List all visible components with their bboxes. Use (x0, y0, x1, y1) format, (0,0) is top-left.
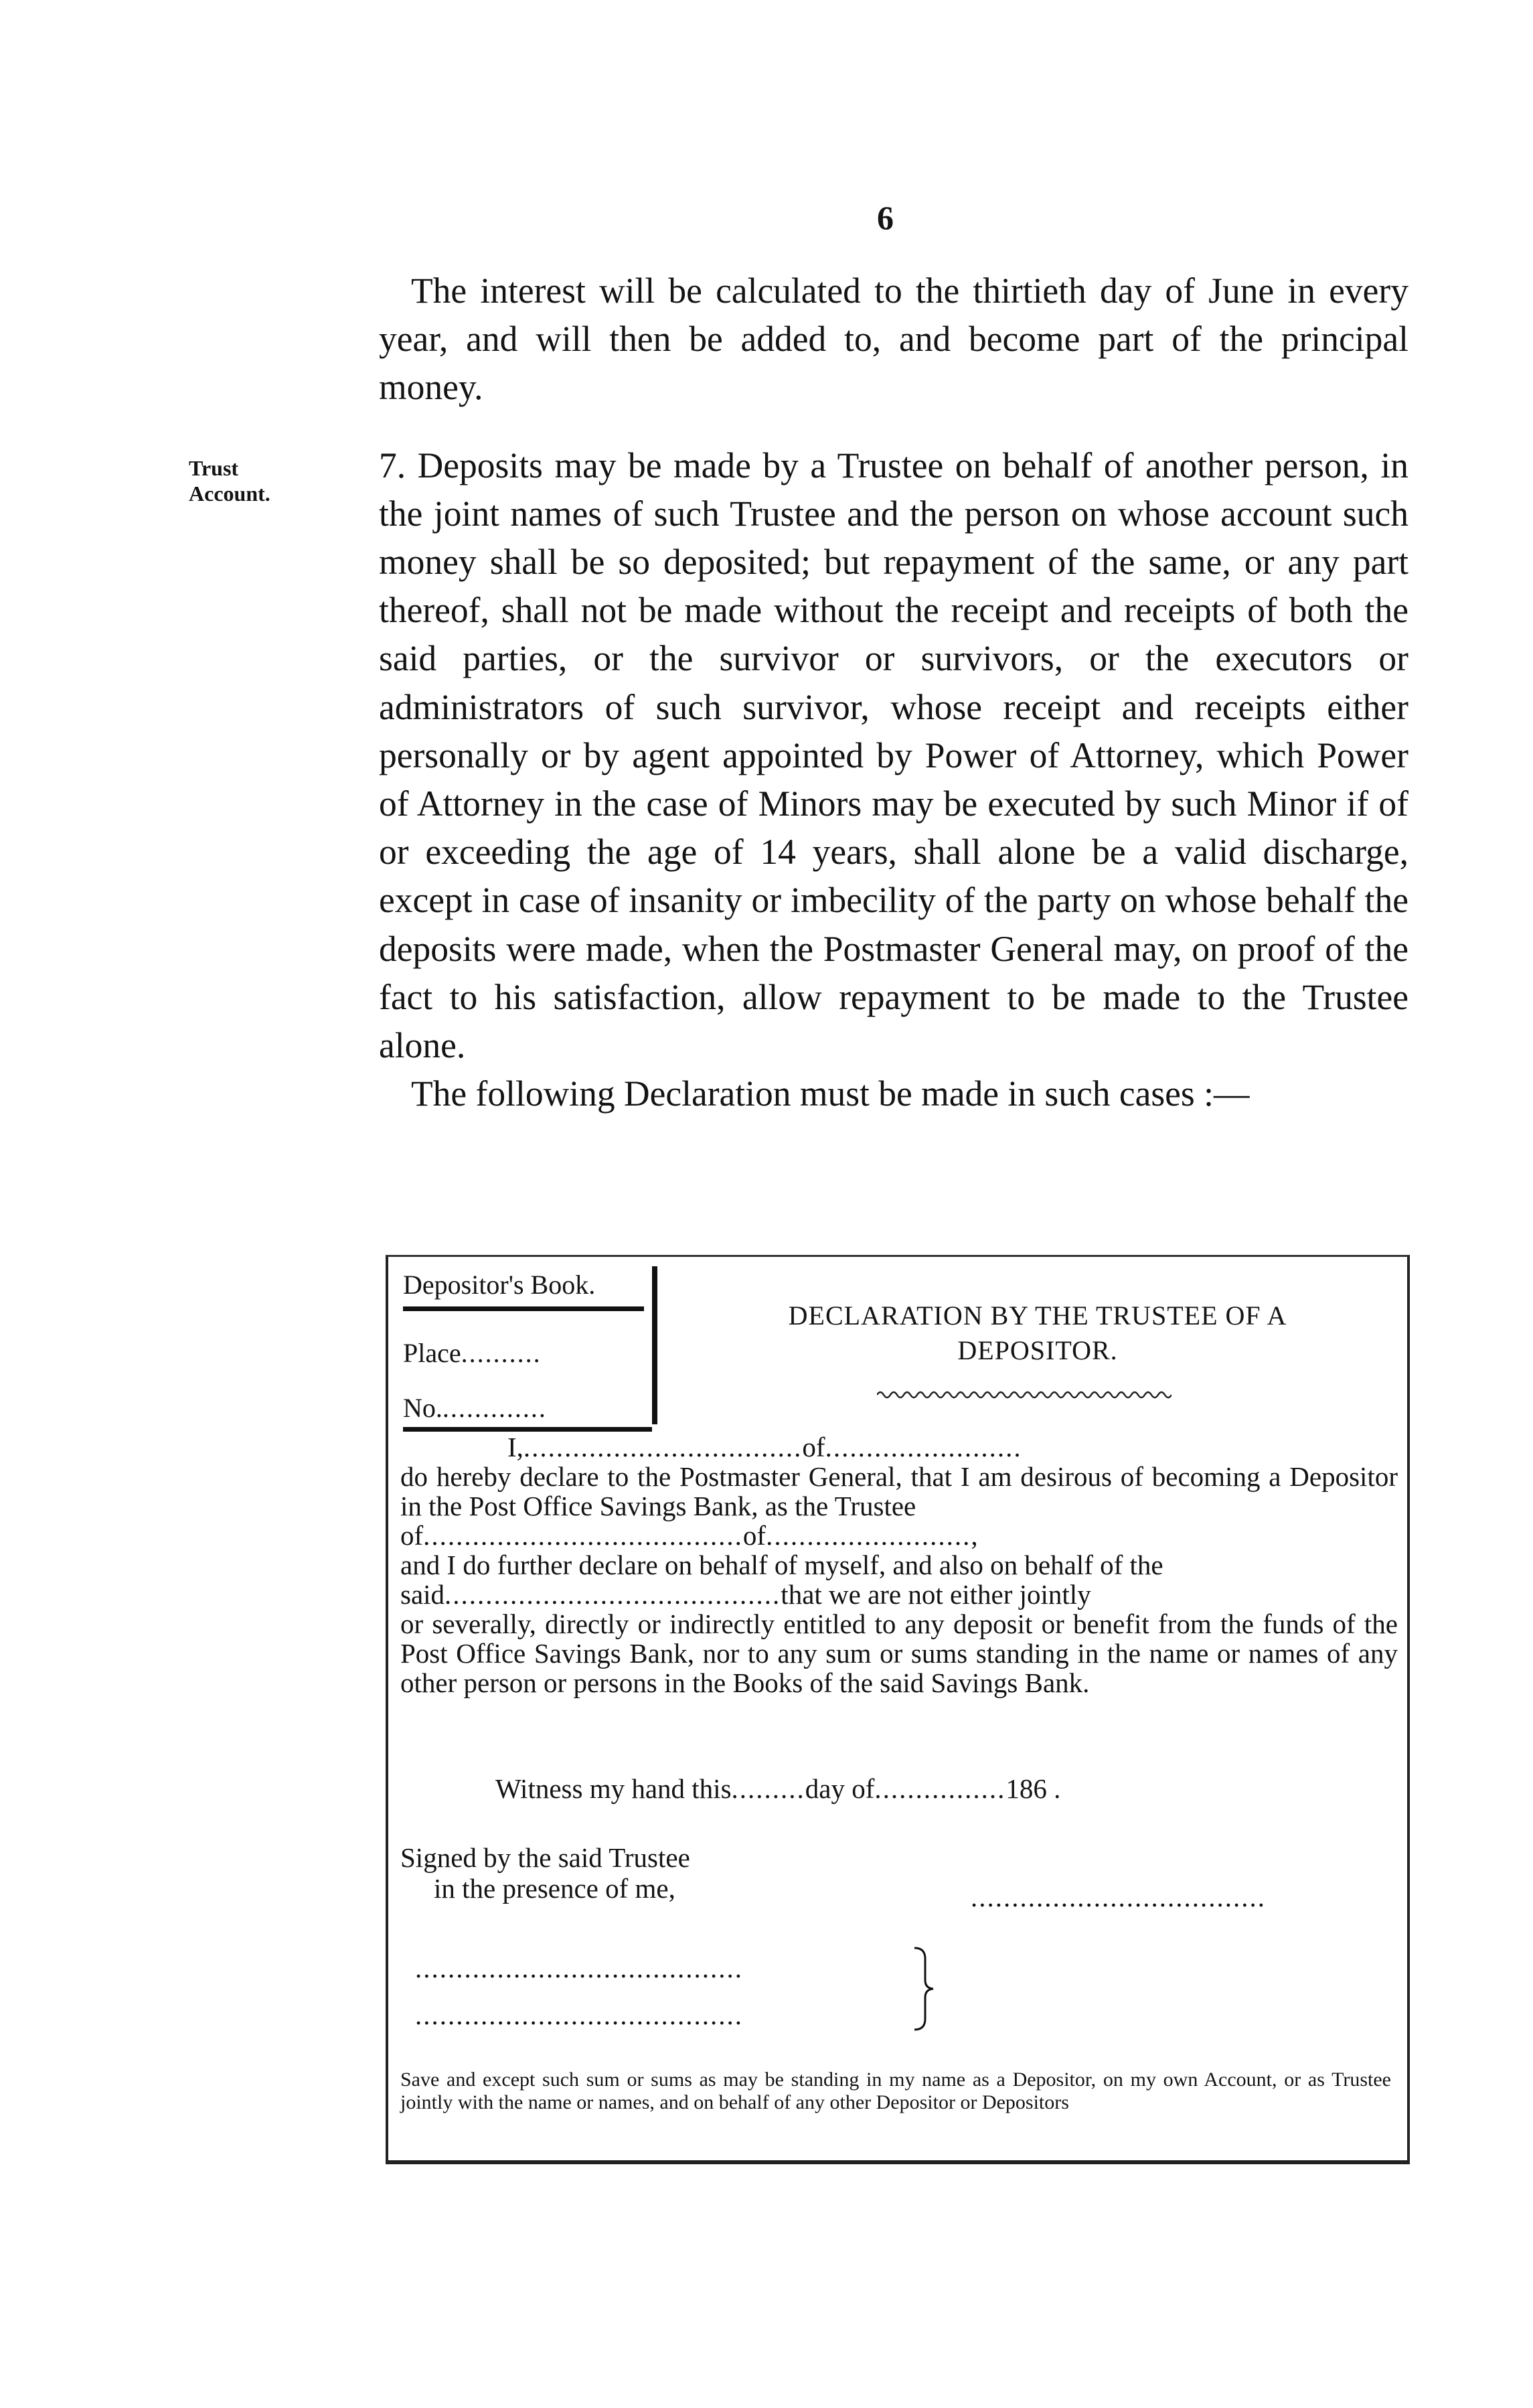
heading-line-2: DEPOSITOR. (957, 1335, 1118, 1365)
page-number: 6 (877, 199, 894, 236)
declaration-form (386, 1255, 1410, 2164)
margin-note: Trust Account. (189, 456, 270, 506)
place-field: Place.......... (403, 1338, 542, 1368)
trustee-of-line: of.......................................of........................., (400, 1520, 978, 1551)
witness-signature-line-1: ........................................ (415, 1953, 743, 1983)
witness-signature-line-2: ........................................ (415, 2000, 743, 2030)
brace-icon (910, 1945, 937, 2032)
declaration-text-2: and I do further declare on behalf of myself, and also on behalf of the (400, 1550, 1163, 1580)
witness-line: Witness my hand this.........day of................186 . (495, 1773, 1061, 1804)
signed-line-1: Signed by the said Trustee (400, 1842, 690, 1873)
place-label: Place (403, 1338, 461, 1368)
depositor-book-box (395, 1266, 657, 1424)
paragraph-declaration-intro: The following Declaration must be made in such cases :— (411, 1073, 1250, 1114)
form-heading (683, 1298, 1392, 1368)
number-label: No. (403, 1393, 442, 1423)
ornament-squiggle (877, 1388, 1172, 1402)
said-line: said.........................................that we are not either jointly (400, 1579, 1091, 1610)
footnote-exception: Save and except such sum or sums as may be standing in my name as a Depositor, on my own Account, or as Trustee jointly with the name or names, and on behalf of any other Depositor or Depositors (400, 2068, 1391, 2113)
book-title: Depositor's Book. (403, 1272, 644, 1311)
declaration-text-1: do hereby declare to the Postmaster General, that I am desirous of becoming a Depositor in the Post Office Savings Bank, as the Trustee (400, 1461, 1398, 1521)
signed-by-trustee (400, 1842, 815, 1904)
paragraph-interest: The interest will be calculated to the thirtieth day of June in every year, and will then be added to, and become part of the principal money. (379, 271, 1408, 408)
number-field: No.............. (403, 1395, 652, 1432)
declaration-text-3: or severally, directly or indirectly entitled to any deposit or benefit from the funds of the Post Office Savings Bank, nor to any sum or sums standing in the name or names of any other person or persons in the Books of the said Savings Bank. (400, 1608, 1398, 1698)
paragraph-trust-account: 7. Deposits may be made by a Trustee on behalf of another person, in the joint names of such Trustee and the person on whose account such money shall be so deposited; but repayment of the same, or any part thereof, shall not be made without the receipt and receipts of both the said parties, or the survivor or survivors, or the executors or administrators of such survivor, whose receipt and receipts either personally or by agent appointed by Power of Attorney, which Power of Attorney in the case of Minors may be executed by such Minor if of or exceeding the age of 14 years, shall alone be a valid discharge, except in case of insanity or imbecility of the party on whose behalf the deposits were made, when the Postmaster General may, on proof of the fact to his satisfaction, allow repayment to be made to the Trustee alone. (379, 445, 1408, 1066)
signed-line-2: in the presence of me, (434, 1873, 675, 1904)
heading-line-1: DECLARATION BY THE TRUSTEE OF A (788, 1300, 1287, 1331)
declaration-body (400, 1432, 1398, 1698)
trustee-signature-line: .................................... (971, 1882, 1266, 1912)
declarant-line: I,..................................of........................ (507, 1432, 1022, 1462)
body-text (379, 267, 1408, 1118)
